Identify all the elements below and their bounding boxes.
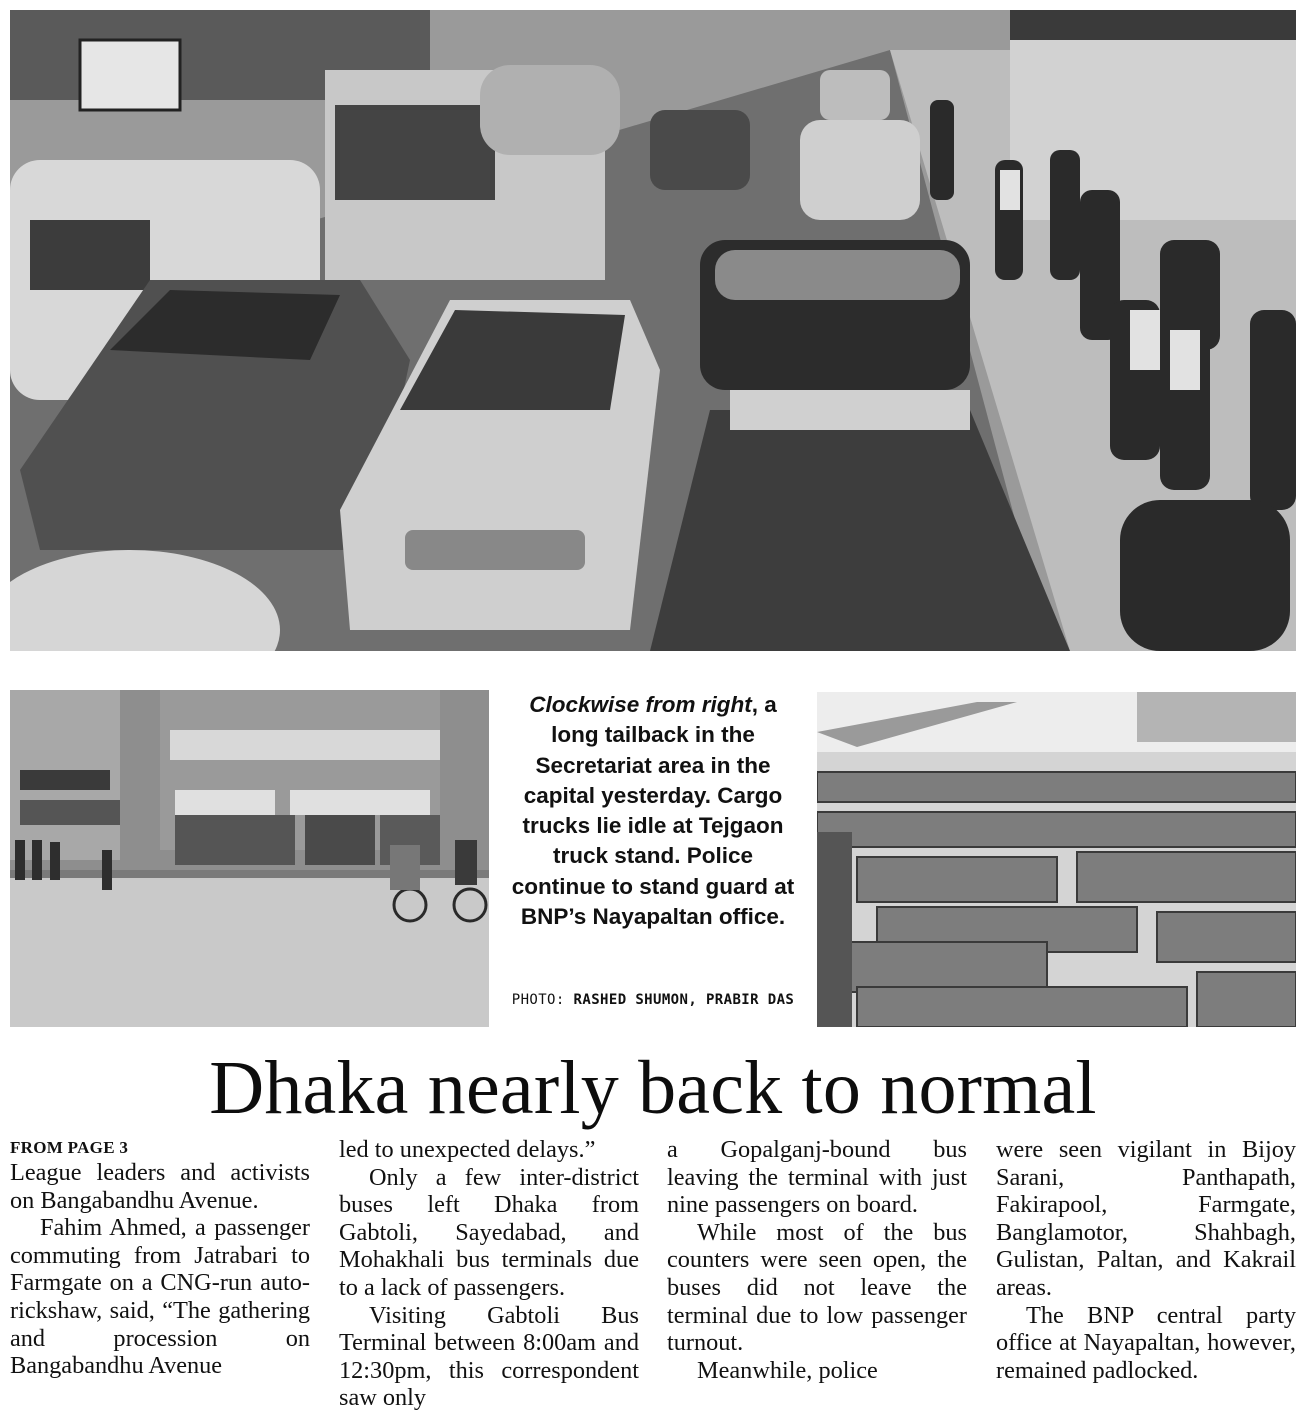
traffic-jam-photo xyxy=(10,10,1296,651)
right-photo xyxy=(817,692,1296,1027)
caption-lead: Clockwise from right xyxy=(529,692,752,717)
nayapaltan-street-photo xyxy=(10,690,489,1027)
paragraph: Visiting Gabtoli Bus Terminal between 8:00am and 12:30pm, this correspondent saw only xyxy=(339,1301,639,1412)
credit-label: PHOTO: xyxy=(511,992,574,1008)
paragraph: Fahim Ahmed, a passenger commuting from Jatrabari to Farmgate on a CNG-run auto-rickshaw, said, “The gathering and procession on Bangabandhu Avenue xyxy=(10,1214,310,1380)
paragraph: were seen vigilant in Bijoy Sarani, Panthapath, Fakirapool, Farmgate, Banglamotor, Shahbagh, Gulistan, Paltan, and Kakrail areas. xyxy=(996,1136,1296,1301)
article-column-2 xyxy=(339,1136,639,1412)
paragraph: The BNP central party office at Nayapaltan, however, remained padlocked. xyxy=(996,1301,1296,1384)
credit-names: RASHED SHUMON, PRABIR DAS xyxy=(573,992,795,1008)
article-column-1 xyxy=(10,1136,310,1380)
left-photo xyxy=(10,690,489,1027)
headline: Dhaka nearly back to normal xyxy=(209,1046,1097,1130)
article-column-4 xyxy=(996,1136,1296,1384)
paragraph: While most of the bus counters were seen open, the buses did not leave the terminal due to low passenger turnout. xyxy=(667,1218,967,1357)
paragraph: led to unexpected delays.” xyxy=(339,1136,596,1163)
paragraph: Only a few inter-district buses left Dhaka from Gabtoli, Sayedabad, and Mohakhali bus terminals due to a lack of passengers. xyxy=(339,1163,639,1301)
paragraph: Meanwhile, police xyxy=(697,1356,878,1384)
caption-body: , a long tailback in the Secretariat area in the capital yesterday. Cargo trucks lie idle at Tejgaon truck stand. Police continue to stand guard at BNP’s Nayapaltan office. xyxy=(511,692,795,930)
main-photo xyxy=(10,10,1296,651)
paragraph: League leaders and activists on Bangabandhu Avenue. xyxy=(10,1159,310,1214)
truck-stand-photo xyxy=(817,692,1296,1027)
kicker: FROM PAGE 3 xyxy=(10,1138,129,1157)
article-column-3 xyxy=(667,1136,967,1384)
photo-credit xyxy=(510,990,796,1011)
photo-caption xyxy=(510,690,796,932)
paragraph: a Gopalganj-bound bus leaving the terminal with just nine passengers on board. xyxy=(667,1136,967,1219)
